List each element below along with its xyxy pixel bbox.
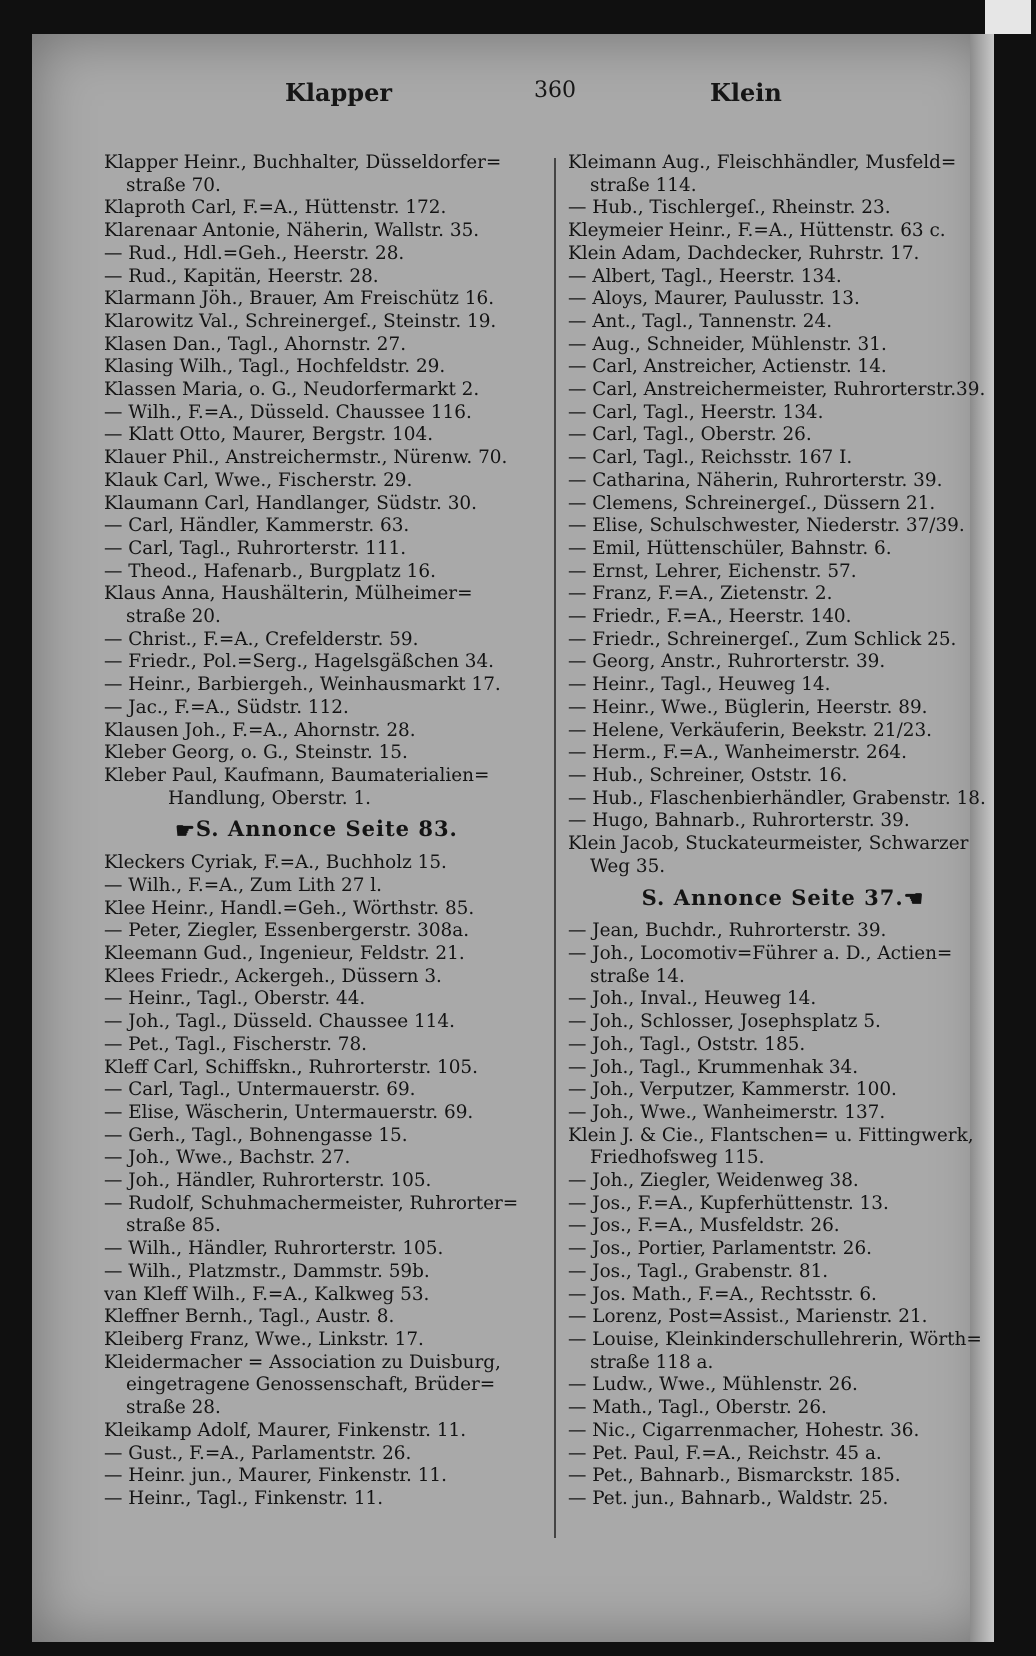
directory-entry: Klasing Wilh., Tagl., Hochfeldstr. 29. — [104, 356, 446, 378]
directory-entry: Kleymeier Heinr., F.=A., Hüttenstr. 63 c. — [568, 220, 946, 242]
directory-entry: Kleemann Gud., Ingenieur, Feldstr. 21. — [104, 943, 465, 965]
directory-entry: — Carl, Tagl., Reichsstr. 167 I. — [568, 447, 853, 469]
directory-entry: — Rud., Hdl.=Geh., Heerstr. 28. — [104, 242, 405, 264]
directory-entry: Kleff Carl, Schiffskn., Ruhrorterstr. 105. — [104, 1056, 478, 1078]
directory-entry: straße 14. — [590, 965, 685, 987]
page-corner-tab — [985, 0, 1031, 34]
directory-entry: — Carl, Tagl., Untermauerstr. 69. — [104, 1079, 416, 1101]
directory-entry: — Wilh., Händler, Ruhrorterstr. 105. — [104, 1238, 444, 1260]
directory-entry: — Jac., F.=A., Südstr. 112. — [104, 696, 349, 718]
directory-entry: Kleikamp Adolf, Maurer, Finkenstr. 11. — [104, 1419, 467, 1441]
directory-entry: — Jos., Tagl., Grabenstr. 81. — [568, 1260, 829, 1282]
advertisement-reference — [104, 818, 529, 842]
header-left-keyword: Klapper — [285, 78, 393, 107]
directory-entry: straße 70. — [126, 174, 221, 196]
directory-entry: — Heinr., Tagl., Heuweg 14. — [568, 674, 831, 696]
directory-entry: — Ant., Tagl., Tannenstr. 24. — [568, 310, 833, 332]
directory-entry: straße 20. — [126, 606, 221, 628]
directory-entry: straße 114. — [590, 174, 697, 196]
directory-entry: — Emil, Hüttenschüler, Bahnstr. 6. — [568, 537, 892, 559]
directory-entry: — Catharina, Näherin, Ruhrorterstr. 39. — [568, 469, 943, 491]
directory-entry: Kleffner Bernh., Tagl., Austr. 8. — [104, 1306, 395, 1328]
directory-entry: — Heinr., Barbiergeh., Weinhausmarkt 17. — [104, 674, 501, 696]
directory-entry: — Joh., Inval., Heuweg 14. — [568, 988, 817, 1010]
directory-entry: Klaus Anna, Haushälterin, Mülheimer= — [104, 583, 473, 605]
directory-entry: — Pet. jun., Bahnarb., Waldstr. 25. — [568, 1487, 889, 1509]
directory-entry: — Jos., F.=A., Kupferhüttenstr. 13. — [568, 1192, 889, 1214]
directory-entry: — Joh., Verputzer, Kammerstr. 100. — [568, 1079, 897, 1101]
directory-entry: Handlung, Oberstr. 1. — [168, 787, 372, 809]
advertisement-reference — [568, 884, 998, 912]
directory-entry: — Nic., Cigarrenmacher, Hohestr. 36. — [568, 1419, 920, 1441]
directory-entry: — Pet. Paul, F.=A., Reichstr. 45 a. — [568, 1442, 882, 1464]
directory-entry: Klein Adam, Dachdecker, Ruhrstr. 17. — [568, 242, 920, 264]
directory-entry: — Gust., F.=A., Parlamentstr. 26. — [104, 1442, 412, 1464]
directory-entry: — Joh., Händler, Ruhrorterstr. 105. — [104, 1170, 432, 1192]
directory-entry: — Christ., F.=A., Crefelderstr. 59. — [104, 628, 419, 650]
directory-entry: — Gerh., Tagl., Bohnengasse 15. — [104, 1124, 408, 1146]
directory-entry: — Joh., Wwe., Wanheimerstr. 137. — [568, 1101, 886, 1123]
directory-entry: Klausen Joh., F.=A., Ahornstr. 28. — [104, 719, 416, 741]
directory-entry: straße 28. — [126, 1397, 221, 1419]
directory-entry: Klein J. & Cie., Flantschen= u. Fittingwerk, — [568, 1124, 974, 1146]
directory-entry: — Carl, Tagl., Heerstr. 134. — [568, 401, 824, 423]
directory-entry: Klaumann Carl, Handlanger, Südstr. 30. — [104, 492, 477, 514]
directory-entry: — Joh., Ziegler, Weidenweg 38. — [568, 1170, 859, 1192]
directory-entry: — Heinr. jun., Maurer, Finkenstr. 11. — [104, 1465, 447, 1487]
directory-entry: — Jos. Math., F.=A., Rechtsstr. 6. — [568, 1283, 877, 1305]
directory-entry: — Friedr., F.=A., Heerstr. 140. — [568, 606, 852, 628]
directory-entry: Klarmann Jöh., Brauer, Am Freischütz 16. — [104, 288, 495, 310]
left-column — [104, 152, 529, 1511]
directory-entry: Klapper Heinr., Buchhalter, Düsseldorfer= — [104, 152, 502, 173]
directory-entry: — Wilh., Platzmstr., Dammstr. 59b. — [104, 1260, 430, 1282]
directory-entry: — Hub., Schreiner, Oststr. 16. — [568, 764, 848, 786]
directory-entry: Klasen Dan., Tagl., Ahornstr. 27. — [104, 333, 407, 355]
directory-entry: Klauer Phil., Anstreichermstr., Nürenw. 70. — [104, 447, 508, 469]
directory-entry: Klein Jacob, Stuckateurmeister, Schwarzer — [568, 833, 969, 855]
directory-entry: — Heinr., Tagl., Finkenstr. 11. — [104, 1487, 384, 1509]
directory-entry: Klee Heinr., Handl.=Geh., Wörthstr. 85. — [104, 897, 475, 919]
pointing-hand-icon: ☚ — [903, 885, 925, 912]
directory-entry: — Peter, Ziegler, Essenbergerstr. 308a. — [104, 920, 470, 942]
directory-entry: — Math., Tagl., Oberstr. 26. — [568, 1397, 827, 1419]
directory-entry: — Joh., Tagl., Düsseld. Chaussee 114. — [104, 1011, 455, 1033]
directory-entry: Klarenaar Antonie, Näherin, Wallstr. 35. — [104, 220, 480, 242]
page-number: 360 — [534, 78, 576, 103]
directory-entry: — Elise, Schulschwester, Niederstr. 37/39. — [568, 515, 965, 537]
directory-entry: eingetragene Genossenschaft, Brüder= — [126, 1374, 496, 1396]
directory-entry: straße 85. — [126, 1215, 221, 1237]
directory-entry: — Albert, Tagl., Heerstr. 134. — [568, 265, 842, 287]
directory-entry: — Pet., Tagl., Fischerstr. 78. — [104, 1033, 368, 1055]
advertisement-text: S. Annonce Seite 83. — [195, 816, 458, 842]
directory-entry: — Jean, Buchdr., Ruhrorterstr. 39. — [568, 920, 887, 942]
directory-entry: — Georg, Anstr., Ruhrorterstr. 39. — [568, 651, 886, 673]
directory-entry: — Jos., F.=A., Musfeldstr. 26. — [568, 1215, 840, 1237]
directory-entry: — Jos., Portier, Parlamentstr. 26. — [568, 1238, 873, 1260]
directory-entry: Klaproth Carl, F.=A., Hüttenstr. 172. — [104, 197, 447, 219]
directory-entry: Kleiberg Franz, Wwe., Linkstr. 17. — [104, 1329, 424, 1350]
directory-entry: — Heinr., Tagl., Oberstr. 44. — [104, 988, 366, 1010]
directory-entry: — Joh., Wwe., Bachstr. 27. — [104, 1147, 351, 1169]
directory-entry: — Wilh., F.=A., Zum Lith 27 l. — [104, 874, 382, 896]
directory-entry: — Hub., Flaschenbierhändler, Grabenstr. 18. — [568, 787, 986, 809]
directory-entry: Kleber Paul, Kaufmann, Baumaterialien= — [104, 764, 490, 786]
directory-entry: — Joh., Locomotiv=Führer a. D., Actien= — [568, 943, 953, 965]
column-divider — [554, 158, 556, 1538]
pointing-hand-icon: ☛ — [175, 817, 196, 844]
directory-entry: — Franz, F.=A., Zietenstr. 2. — [568, 583, 833, 605]
directory-entry: — Louise, Kleinkinderschullehrerin, Wörth= — [568, 1329, 982, 1350]
directory-entry: — Friedr., Schreinergeſ., Zum Schlick 25. — [568, 628, 957, 650]
directory-entry: — Helene, Verkäuferin, Beekstr. 21/23. — [568, 719, 933, 741]
directory-entry: — Friedr., Pol.=Serg., Hagelsgäßchen 34. — [104, 651, 495, 673]
directory-entry: — Carl, Anstreichermeister, Ruhrorterstr.39. — [568, 379, 986, 401]
directory-entry: — Carl, Händler, Kammerstr. 63. — [104, 515, 410, 537]
directory-entry: — Ernst, Lehrer, Eichenstr. 57. — [568, 560, 857, 582]
directory-entry: — Joh., Tagl., Krummenhak 34. — [568, 1056, 859, 1078]
directory-page — [32, 34, 994, 1642]
directory-entry: — Herm., F.=A., Wanheimerstr. 264. — [568, 742, 907, 764]
directory-entry: Klarowitz Val., Schreinergef., Steinstr. 19. — [104, 310, 497, 332]
directory-entry: Klees Friedr., Ackergeh., Düssern 3. — [104, 965, 442, 987]
directory-entry: — Lorenz, Post=Assist., Marienstr. 21. — [568, 1306, 928, 1328]
directory-entry: — Carl, Tagl., Oberstr. 26. — [568, 424, 812, 446]
directory-entry: — Rud., Kapitän, Heerstr. 28. — [104, 265, 379, 287]
right-column — [568, 152, 998, 1511]
directory-entry: — Clemens, Schreinergeſ., Düssern 21. — [568, 492, 936, 514]
directory-entry: — Pet., Bahnarb., Bismarckstr. 185. — [568, 1465, 901, 1487]
directory-entry: — Heinr., Wwe., Büglerin, Heerstr. 89. — [568, 696, 928, 718]
directory-entry: Weg 35. — [590, 855, 666, 877]
running-header — [32, 74, 994, 110]
directory-entry: Klassen Maria, o. G., Neudorfermarkt 2. — [104, 379, 480, 401]
directory-entry: Kleimann Aug., Fleischhändler, Musfeld= — [568, 152, 957, 173]
directory-entry: — Wilh., F.=A., Düsseld. Chaussee 116. — [104, 401, 472, 423]
directory-entry: Klauk Carl, Wwe., Fischerstr. 29. — [104, 469, 413, 491]
directory-entry: Friedhofsweg 115. — [590, 1147, 765, 1169]
directory-entry: — Joh., Tagl., Oststr. 185. — [568, 1033, 806, 1055]
directory-entry: — Joh., Schlosser, Josephsplatz 5. — [568, 1011, 881, 1033]
header-right-keyword: Klein — [710, 78, 782, 107]
directory-entry: Kleber Georg, o. G., Steinstr. 15. — [104, 742, 408, 764]
directory-entry: — Hub., Tischlergeſ., Rheinstr. 23. — [568, 197, 891, 219]
directory-entry: — Elise, Wäscherin, Untermauerstr. 69. — [104, 1101, 474, 1123]
directory-entry: Kleidermacher = Association zu Duisburg, — [104, 1351, 501, 1373]
directory-entry: — Carl, Tagl., Ruhrorterstr. 111. — [104, 537, 407, 559]
directory-entry: — Rudolf, Schuhmachermeister, Ruhrorter= — [104, 1192, 519, 1214]
directory-entry: — Ludw., Wwe., Mühlenstr. 26. — [568, 1374, 858, 1396]
directory-entry: — Aloys, Maurer, Paulusstr. 13. — [568, 288, 860, 310]
directory-entry: Kleckers Cyriak, F.=A., Buchholz 15. — [104, 852, 447, 874]
directory-entry: — Theod., Hafenarb., Burgplatz 16. — [104, 560, 436, 582]
directory-entry: straße 118 a. — [590, 1351, 714, 1373]
directory-entry: — Carl, Anstreicher, Actienstr. 14. — [568, 356, 887, 378]
directory-entry: — Hugo, Bahnarb., Ruhrorterstr. 39. — [568, 810, 910, 832]
advertisement-text: S. Annonce Seite 37. — [641, 884, 904, 910]
directory-entry: van Kleff Wilh., F.=A., Kalkweg 53. — [104, 1283, 430, 1305]
directory-entry: — Klatt Otto, Maurer, Bergstr. 104. — [104, 424, 434, 446]
directory-entry: — Aug., Schneider, Mühlenstr. 31. — [568, 333, 887, 355]
